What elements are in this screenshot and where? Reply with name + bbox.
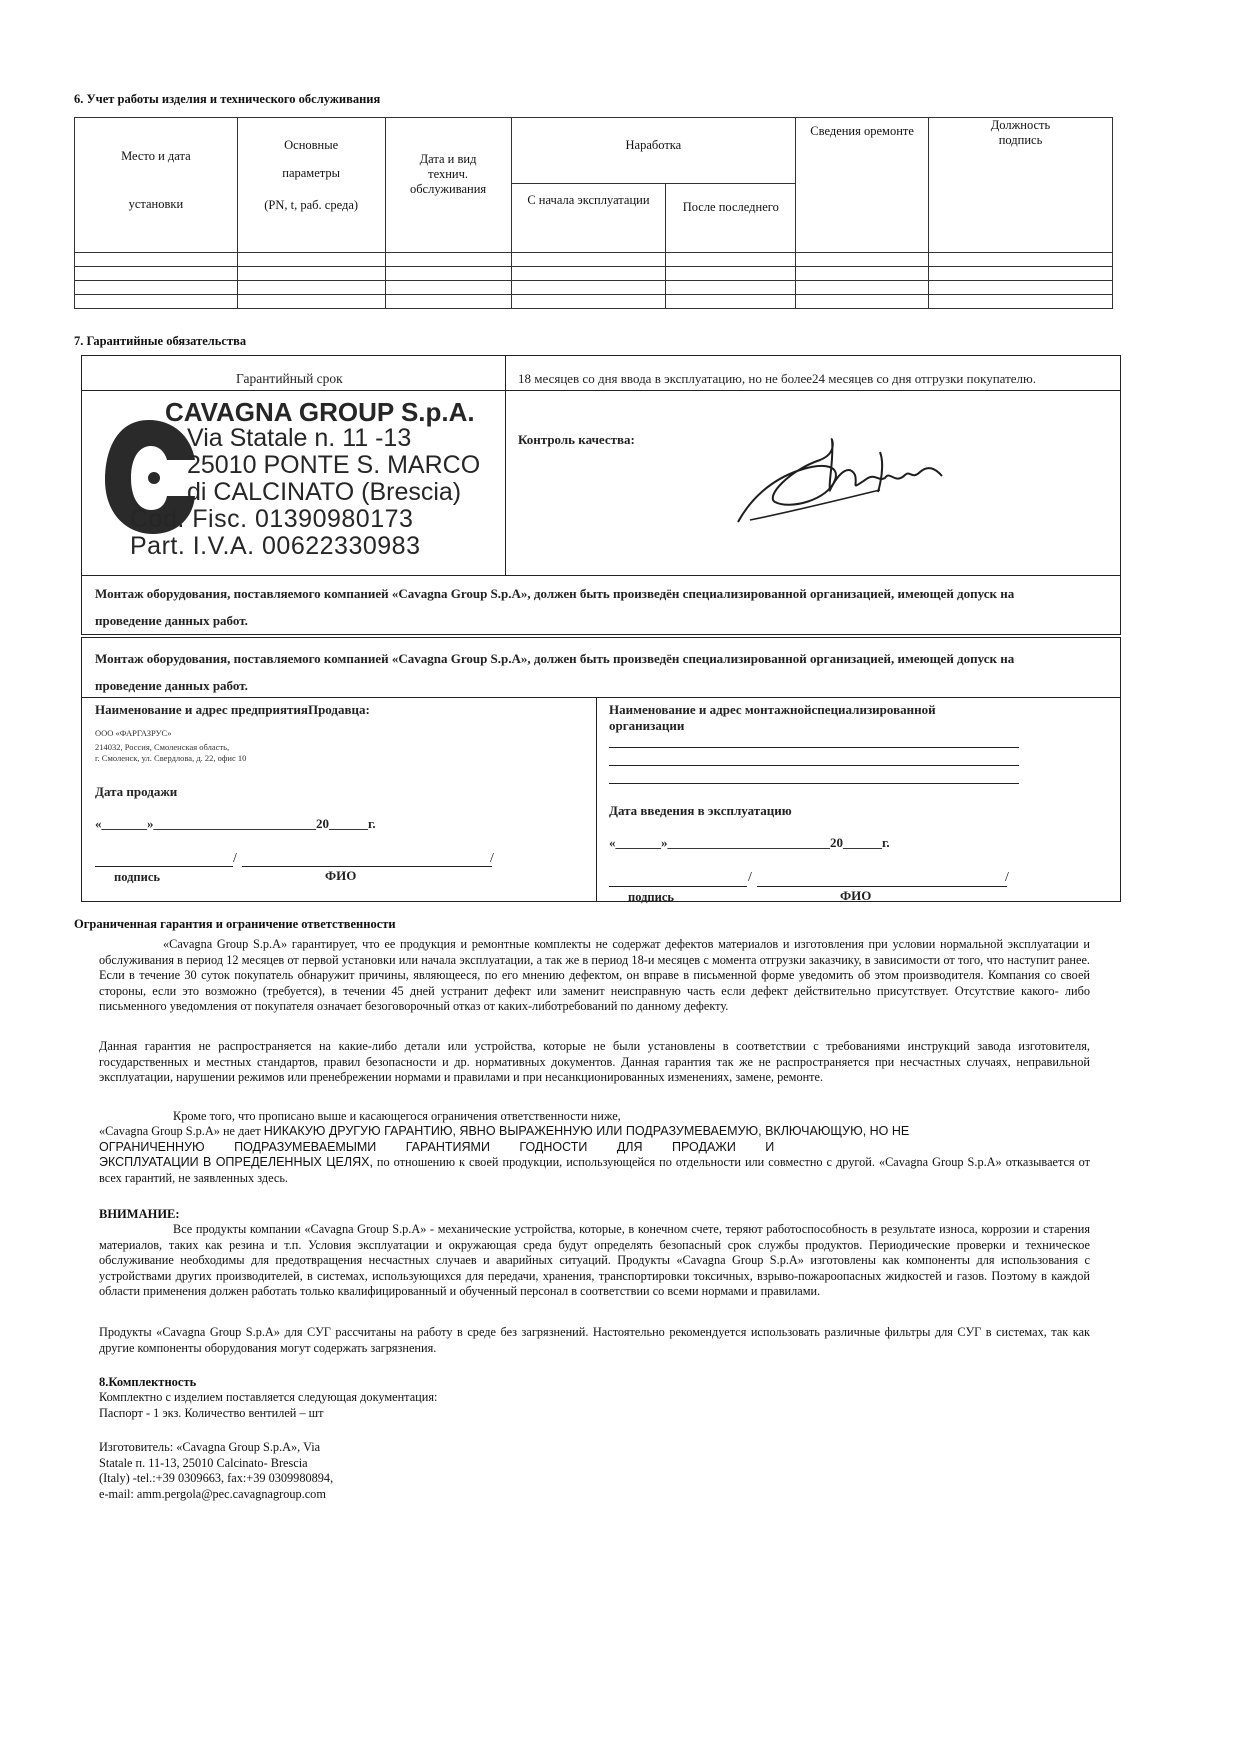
table-row — [75, 281, 1113, 295]
col-runtime: Наработка — [511, 118, 796, 184]
installer-line — [609, 765, 1019, 766]
sign-line — [95, 866, 233, 867]
mount-text: Монтаж оборудования, поставляемого компанией «Cavagna Group S.p.A», должен быть произведён специализированной организацией, имеющей допуск на проведение данных работ. — [95, 586, 1015, 628]
col-after-last: После последнего — [666, 184, 796, 253]
divider — [81, 575, 1121, 576]
installer-line — [609, 747, 1019, 748]
stamp-line: CAVAGNA GROUP S.p.A. — [165, 397, 475, 427]
fio-line — [757, 886, 1007, 887]
divider — [81, 697, 1121, 698]
col-position: Должность подпись — [929, 118, 1113, 253]
table-row — [75, 267, 1113, 281]
signature-icon — [730, 430, 960, 530]
sale-date-line: «_______»_________________________20______г. — [95, 816, 376, 831]
fio-line — [242, 866, 492, 867]
stamp-line: di CALCINATO (Brescia) — [187, 478, 462, 506]
installer-line — [609, 783, 1019, 784]
divider — [81, 390, 1121, 391]
section8-title: 8.Комплектность — [99, 1375, 197, 1389]
limited-p1: «Cavagna Group S.p.A» гарантирует, что ее продукция и ремонтные комплекты не содержат дефектов материалов и изготовления при условии нормальной эксплуатации и обслуживания в период 12 месяцев от первой установки или начала эксплуатации, а так же в период 18-и месяцев с момента отгрузки заказчику, в зависимости от того, что наступит ранее. Если в течение 30 суток покупатель обнаружит причины, являющееся, по его мнению дефектом, он вправе в письменной форме уведомить об этом производителя. Компания со своей стороны, если это возможно (требуется), в течении 45 дней устранит дефект или заменит неисправную часть если дефект действительно присутствует. Отсутствие какого- либо письменного уведомления от покупателя означает безоговорочный отказ от каких-либотребований по данному дефекту. — [99, 937, 1090, 1014]
attention-title: ВНИМАНИЕ: — [99, 1207, 180, 1221]
seller-info: ООО «ФАРГАЗРУС» 214032, Россия, Смоленская область, г. Смоленск, ул. Свердлова, д. 22, офис 10 — [95, 728, 247, 763]
maintenance-table — [74, 117, 1113, 309]
table-row — [75, 295, 1113, 309]
section6-title: 6. Учет работы изделия и технического обслуживания — [74, 92, 381, 106]
sign-label: подпись — [114, 870, 160, 884]
col-date-type: Дата и вид технич. обслуживания — [385, 118, 511, 253]
col-repair: Сведения оремонте — [796, 118, 929, 253]
seller-label: Наименование и адрес предприятияПродавца: — [95, 702, 370, 717]
manufacturer-info: Изготовитель: «Cavagna Group S.p.A», Via Statale п. 11-13, 25010 Calcinato- Brescia (Italy) -tel.:+39 0309663, fax:+39 0309980894, e-mail: amm.pergola@pec.cavagnagroup.com — [99, 1440, 334, 1501]
fio-label: ФИО — [840, 888, 872, 903]
limited-p3: Кроме того, что прописано выше и касающегося ограничения ответственности ниже, — [173, 1109, 621, 1123]
installer-label: Наименование и адрес монтажнойспециализированной организации — [609, 702, 936, 733]
section7-title: 7. Гарантийные обязательства — [74, 334, 247, 348]
limited-title: Ограниченная гарантия и ограничение ответственности — [74, 917, 396, 931]
warranty-label: Гарантийный срок — [236, 371, 343, 386]
fio-label: ФИО — [325, 868, 357, 883]
attention-p2: Продукты «Cavagna Group S.p.A» для СУГ рассчитаны на работу в среде без загрязнений. Настоятельно рекомендуется использовать различные фильтры для СУГ в системах, так как другие компоненты оборудования могут содержать загрязнения. — [99, 1325, 1090, 1355]
stamp-line: Cod. Fisc. 01390980173 — [130, 505, 414, 533]
limited-p4: «Cavagna Group S.p.A» не дает НИКАКУЮ ДРУГУЮ ГАРАНТИЮ, ЯВНО ВЫРАЖЕННУЮ ИЛИ ПОДРАЗУМЕВАЕМУЮ, ВКЛЮЧАЮЩУЮ, НО НЕ ОГРАНИЧЕННУЮ ПОДРАЗУМЕВАЕМЫМИ ГАРАНТИЯМИ ГОДНОСТИ ДЛЯ ПРОДАЖИ И ЭКСПЛУАТАЦИИ В ОПРЕДЕЛЕННЫХ ЦЕЛЯХ, по отношению к своей продукции, использующейся по отдельности или совместно с другой. «Cavagna Group S.p.A» отказывается от всех гарантий, не заявленных здесь. — [99, 1124, 1090, 1185]
mount-text-2: Монтаж оборудования, поставляемого компанией «Cavagna Group S.p.A», должен быть произведён специализированной организацией, имеющей допуск на проведение данных работ. — [95, 651, 1015, 693]
stamp-line: Part. I.V.A. 00622330983 — [130, 532, 421, 560]
sign-label: подпись — [628, 890, 674, 904]
company-stamp — [95, 398, 500, 563]
qc-label: Контроль качества: — [518, 432, 635, 447]
sign-line — [609, 886, 747, 887]
col-since-start: С начала эксплуатации — [511, 184, 666, 253]
warranty-value: 18 месяцев со дня ввода в эксплуатацию, но не более24 месяцев со дня отгрузки покупателю. — [518, 371, 1036, 386]
commission-date-label: Дата введения в эксплуатацию — [609, 803, 792, 818]
attention-p1: Все продукты компании «Cavagna Group S.p.A» - механические устройства, которые, в конечном счете, теряют работоспособность в результате износа, коррозии и старения материалов, таких как резина и т.п. Условия эксплуатации и окружающая среда будут определять безопасный срок службы продуктов. Периодические проверки и техническое обслуживание необходимы для предотвращения несчастных случаев и аварийных ситуаций. Продукты «Cavagna Group S.p.A» изготовлены как компоненты для использования с устройствами других производителей, в системах, использующихся для передачи, хранения, транспортировки токсичных, взрыво-пожароопасных жидкостей и газов. Поэтому в каждой области применения должен работать только квалифицированный и обученный персонал в соответствии со всеми нормами и правилами. — [99, 1222, 1090, 1299]
col-params: Основные параметры (PN, t, раб. среда) — [237, 118, 385, 253]
col-place-date: Место и дата установки — [75, 118, 238, 253]
stamp-line: Via Statale n. 11 -13 — [187, 424, 412, 452]
stamp-line: 25010 PONTE S. MARCO — [187, 451, 481, 479]
table-row — [75, 253, 1113, 267]
divider — [596, 697, 597, 902]
section8-docs: Комплектно с изделием поставляется следующая документация: Паспорт - 1 экз. Количество вентилей – шт — [99, 1390, 438, 1420]
commission-date-line: «_______»_________________________20______г. — [609, 835, 890, 850]
sale-date-label: Дата продажи — [95, 784, 178, 799]
divider — [505, 355, 506, 575]
limited-p2: Данная гарантия не распространяется на какие-либо детали или устройства, которые не были установлены в соответствии с требованиями инструкций завода изготовителя, государственных и местных стандартов, правил безопасности и др. нормативных документов. Данная гарантия так же не распространяется при несчастных случаях, неправильной эксплуатации, нарушении режимов или пренебрежении нормами и правилами и при несанкционированных изменениях, замене, ремонте. — [99, 1039, 1090, 1085]
